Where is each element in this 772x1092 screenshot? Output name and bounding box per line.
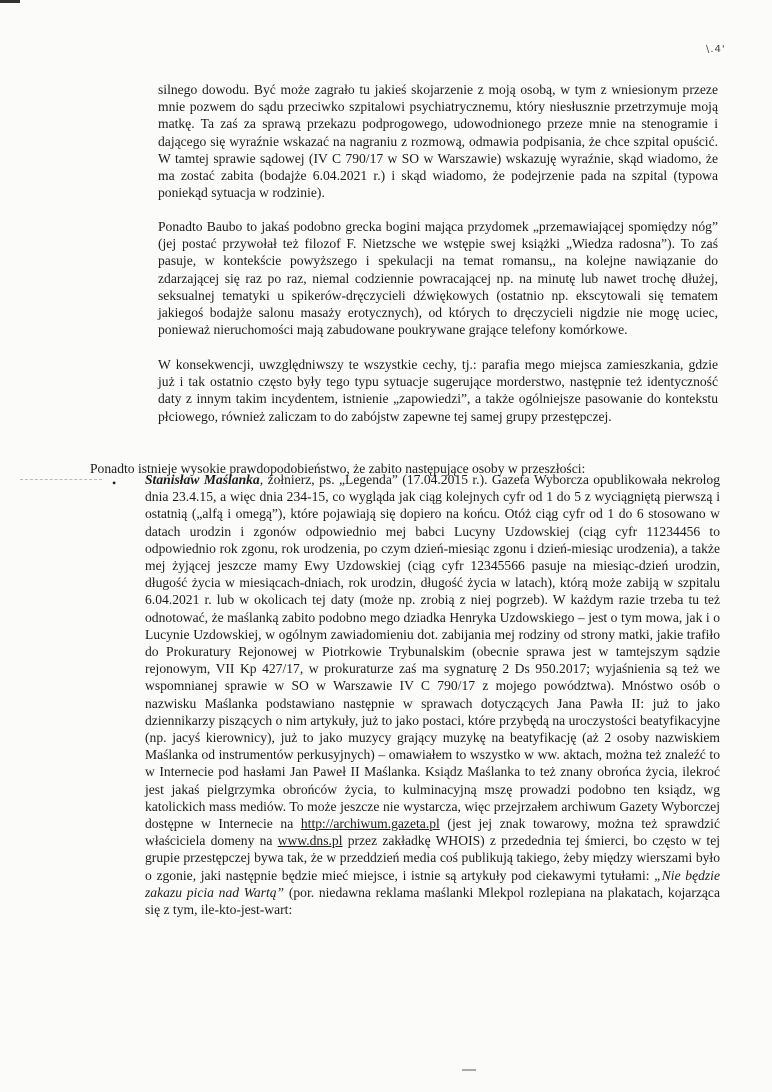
corner-mark bbox=[0, 0, 20, 3]
article-title: „Nie będzie zakazu picia nad Wartą” bbox=[145, 867, 720, 900]
paragraph-3: W konsekwencji, uwzględniwszy te wszystkie cechy, tj.: parafia mego miejsca zamieszkania, gdzie już i tak ostatnio często były tego typu sytuacje sugerujące morderstwo, następnie też identyczność daty z innym takim incydentem, istnienie „zapowiedzi”, a także ogólniejsze pasowanie do kontekstu płciowego, również zaliczam to do zabójstw zapewne tej samej grupy przestępczej. bbox=[158, 357, 718, 424]
archive-link[interactable]: http://archiwum.gazeta.pl bbox=[300, 816, 440, 832]
person-name: Stanisław Maślanka bbox=[145, 472, 260, 487]
bullet-marker: • bbox=[112, 476, 117, 490]
scan-dash-left bbox=[20, 479, 102, 480]
scan-mark: \.4' bbox=[706, 44, 726, 55]
bullet-text-3: przez zakładkę WHOIS) z przedednia tej śmierci, bo często w tej grupie przestępczej bywa tak, że w przeddzień media coś publikują takiego, żeby między wierszami było o zgonie, jaki następnie będzie mieć miejsce, i istnie są artykuły pod ciekawymi tytułami: bbox=[145, 833, 721, 883]
scan-smudge bbox=[462, 1069, 476, 1071]
bullet-text-4: (por. niedawna reklama maślanki Mlekpol rozlepiana na plakatach, kojarząca się z tym, ile-kto-jest-wart: bbox=[145, 884, 720, 918]
paragraph-1: silnego dowodu. Być może zagrało tu jakieś skojarzenie z moją osobą, w tym z wniesionym przeze mnie pozwem do sądu przeciwko szpitalowi psychiatrycznemu, który niesłusznie przetrzymuje moją matkę. Ta zaś za sprawą przekazu podprogowego, udowodnionego przeze mnie na stenogramie i dającego się wyraźnie wskazać na nagraniu z rozmową, odmawia podpisania, że chce szpital opuścić. W tamtej sprawie sądowej (IV C 790/17 w SO w Warszawie) wskazuję wyraźnie, skąd wiadomo, że ma zostać zabita (bodajże 6.04.2021 r.) i skąd wiadomo, że podejrzenie pada na szpital (typowa poniekąd sytuacja w rodzinie). bbox=[158, 82, 718, 201]
paragraph-2: Ponadto Baubo to jakaś podobno grecka bogini mająca przydomek „przemawiającej spomiędzy nóg” (jej postać przywołał też filozof F. Nietzsche we wstępie swej książki „Wiedza radosna”). To zaś pasuje, w kontekście powyższego i spekulacji na temat romansu,, na kolejne nawiązanie do zdarzającej się raz po raz, niemal codziennie powracającej np. na minutę lub nawet trochę dłużej, seksualnej tematyki u spikerów-dręczycieli dźwiękowych (ostatnio np. ekscytowali się tematem jakiegoś bodajże salonu masaży erotycznych), od których to dręczycieli nigdzie nie mogę uciec, ponieważ nieruchomości mają zabudowane poukrywane grające telefony komórkowe. bbox=[158, 219, 718, 338]
bullet-item bbox=[145, 471, 720, 918]
bullet-text-1: , żołnierz, ps. „Legenda” (17.04.2015 r.). Gazeta Wyborcza opublikowała nekrolog dnia 23.4.15, a więc dnia 234-15, co wygląda jak ciąg kolejnych cyfr od 1 do 5 z wyciągniętą pierwszą i ostatnią („alfą i omegą”), które pojawiają się dopiero na końcu. Otóż ciąg cyfr od 1 do 6 stosowano w datach urodzin i zgonów odpowiednio mej babci Lucyny Uzdowskiej (ciąg cyfr 11234456 to odpowiednio rok zgonu, rok urodzenia, po czym dzień-miesiąc zgonu i dzień-miesiąc urodzenia), a także mej żyjącej jeszcze mamy Ewy Uzdowskiej (ciąg cyfr 12345566 pasuje na miesiąc-dzień urodzin, długość życia w miesiącach-dniach, rok urodzin, długość życia w latach), którą może zabiją w szpitalu 6.04.2021 r. lub w okolicach tej daty (może np. zrobią z niej pogrzeb). W każdym razie trzeba tu też odnotować, że maślanką zabito podobno mego dziadka Henryka Uzdowskiego – jest o tym mowa, jak i o Lucynie Uzdowskiej, w ogólnym zawiadomieniu dot. zabijania mej rodziny od strony matki, jakie trafiło do Prokuratury Rejonowej w Piotrkowie Trybunalskim (obecnie sprawa jest w tamtejszym sądzie rejonowym, VII Kp 427/17, w prokuraturze zaś ma sygnaturę 2 Ds 950.2017; wyjaśnienia są też we wspomnianej sprawie w SO w Warszawie IV C 790/17 z mojego powództwa). Mnóstwo osób o nazwisku Maślanka podstawiano następnie w sprawach dotyczących Jana Pawła II: już to jako dziennikarzy piszących o nim artykuły, już to jako postaci, które przybędą na uroczystości beatyfikacyjne (np. jacyś kierownicy), już to jako muzycy grający muzykę na beatyfikację (aż 2 osoby nazwiskiem Maślanka od instrumentów perkusyjnych) – omawiałem to wszystko w ww. aktach, można też znaleźć to w Internecie pod hasłami Jan Paweł II Maślanka. Ksiądz Maślanka to też znany obrońca życia, ilekroć jest jakaś pielgrzymka obrońców życia, to kulminacyjną mszę prowadzi podobno ten ksiądz, wg katolickich mass mediów. To może jeszcze nie wystarcza, więc przejrzałem archiwum Gazety Wyborczej dostępne w Internecie na bbox=[145, 472, 720, 832]
dns-link[interactable]: www.dns.pl bbox=[277, 833, 343, 849]
bullet-text-2: (jest jej znak towarowy, można też sprawdzić właściciela domeny na bbox=[145, 816, 720, 849]
list-intro: Ponadto istnieje wysokie prawdopodobieństwo, że zabito następujące osoby w przeszłości: bbox=[90, 461, 586, 476]
